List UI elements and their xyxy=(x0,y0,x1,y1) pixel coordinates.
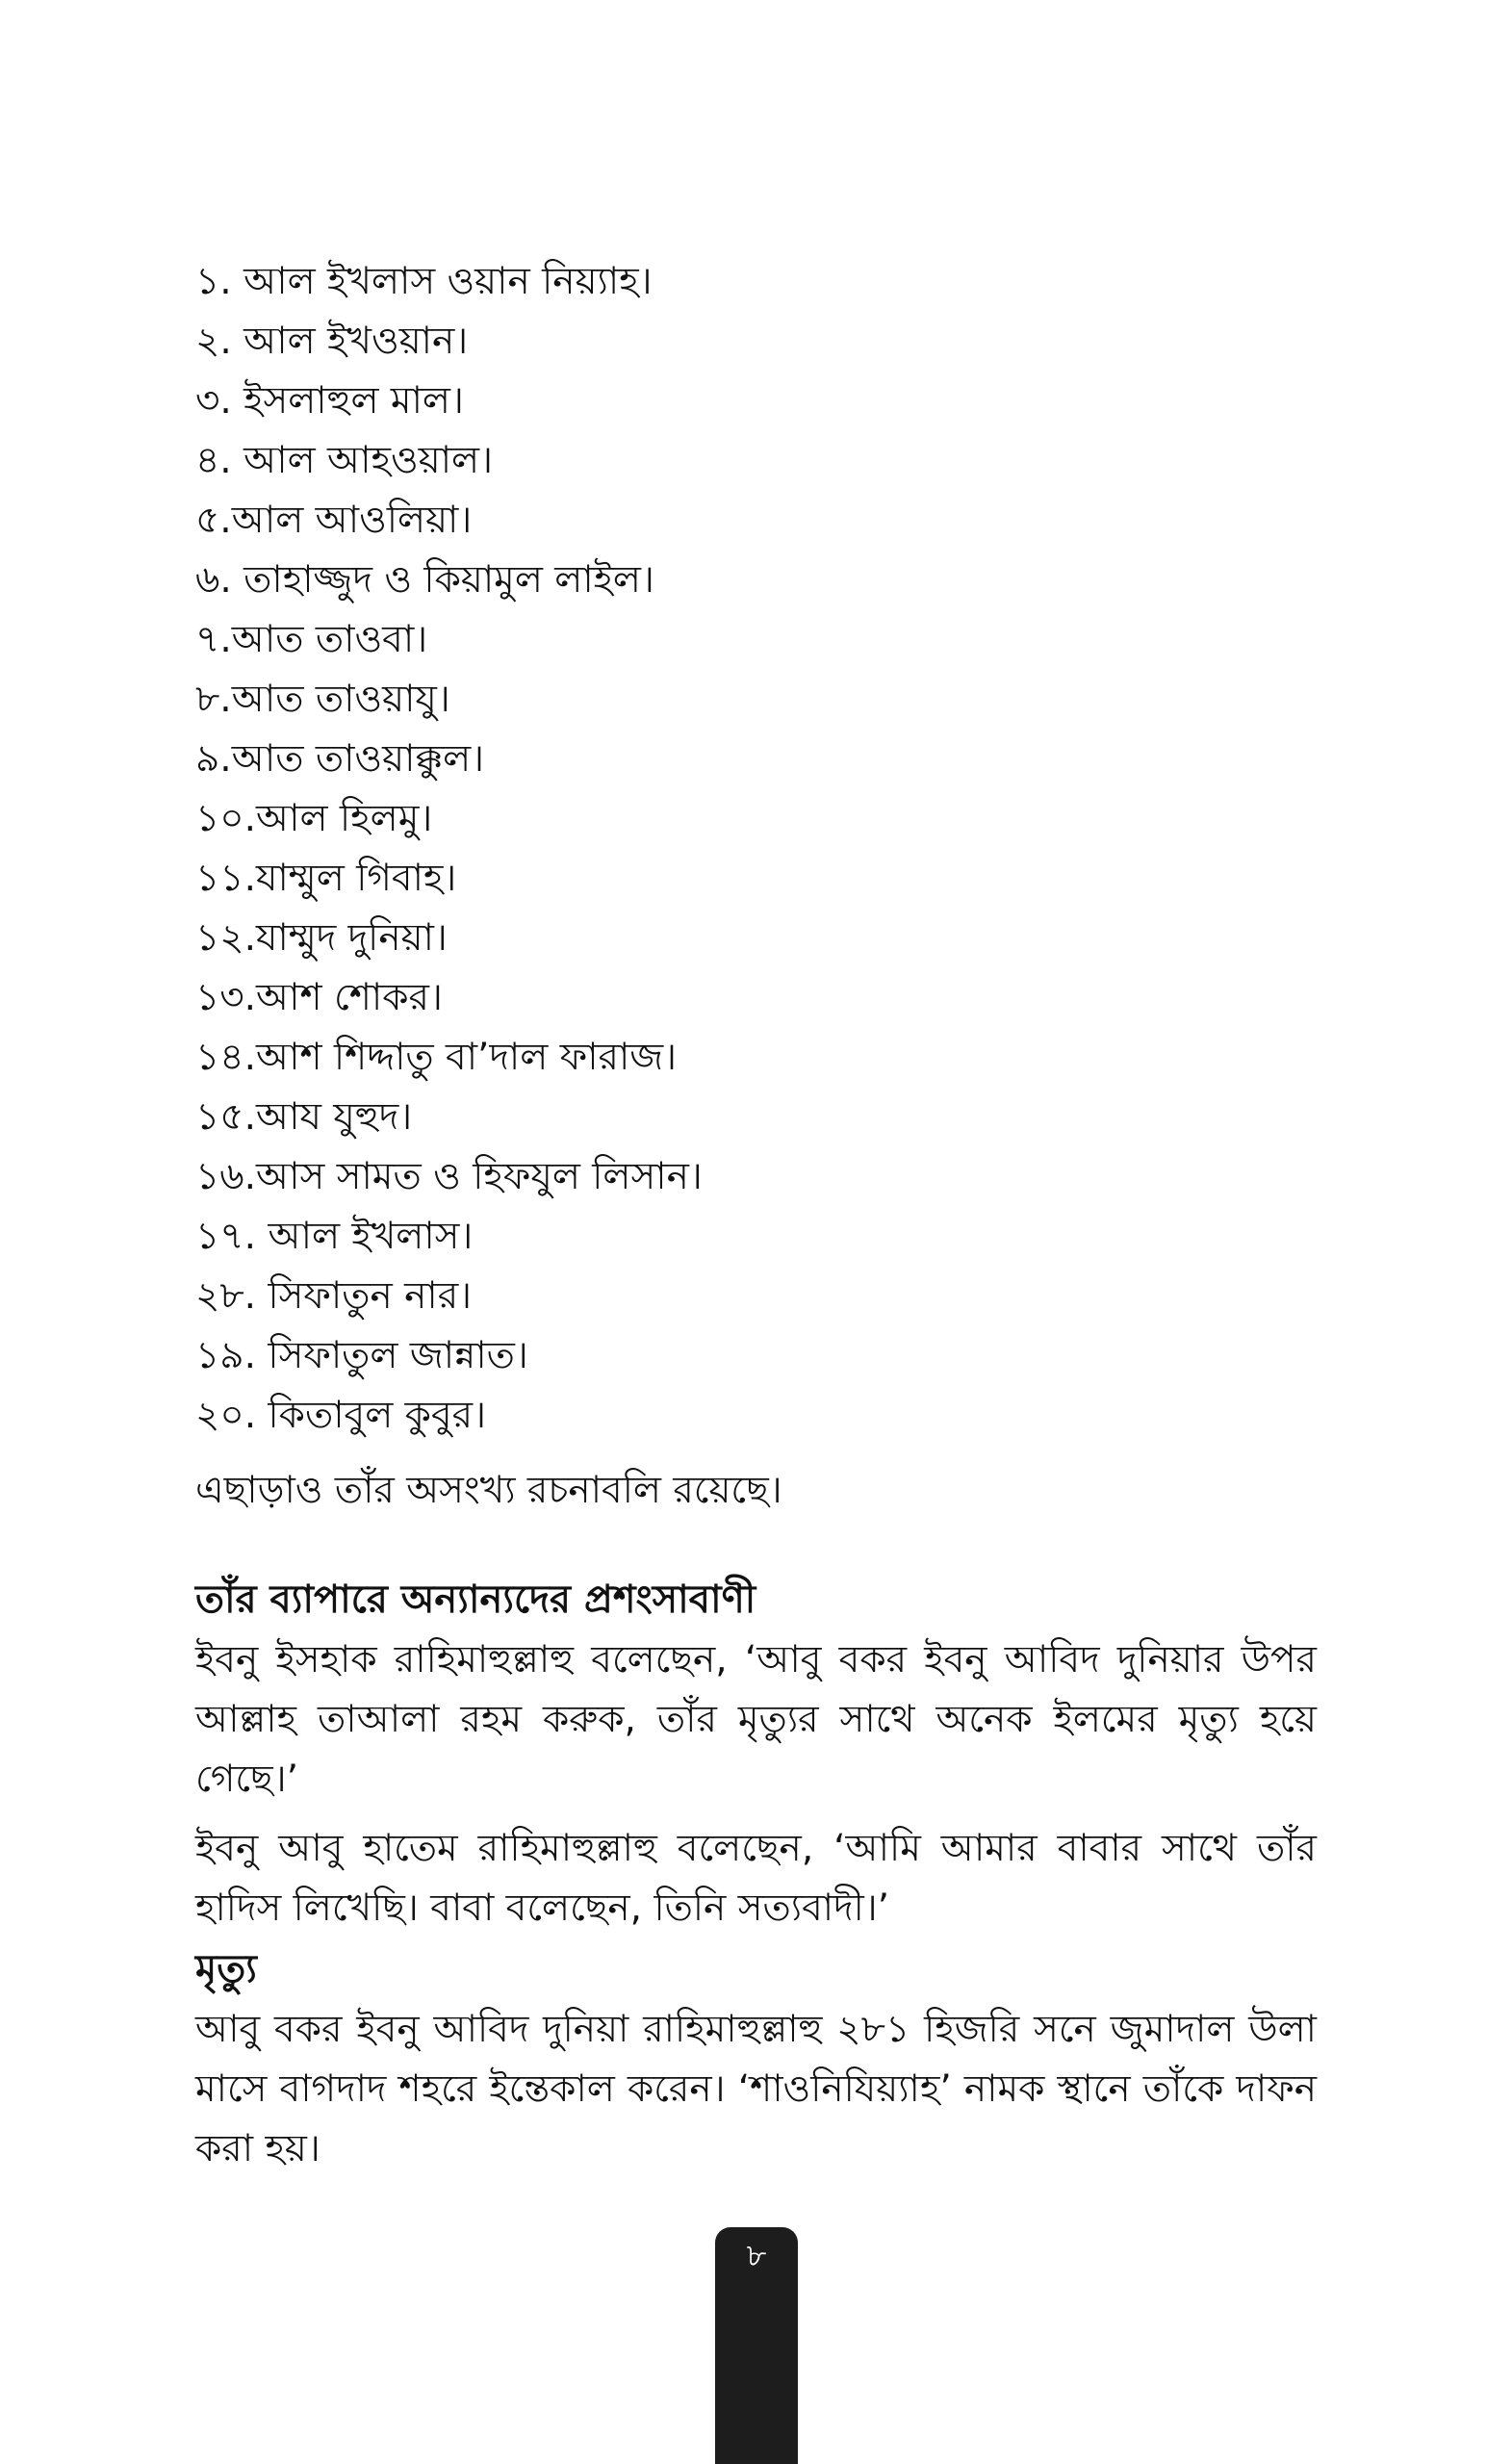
page-content xyxy=(195,252,1317,2179)
book-list-item: ৬. তাহাজ্জুদ ও কিয়ামুল লাইল। xyxy=(195,558,654,602)
page-number-tab xyxy=(715,2227,798,2464)
book-list-item: ৮.আত তাওয়াযু। xyxy=(195,678,450,721)
book-list-item: ১৪.আশ শিদ্দাতু বা’দাল ফারাজ। xyxy=(195,1036,678,1079)
book-list-item: ২০. কিতাবুল কুবুর। xyxy=(195,1394,487,1437)
praise-paragraph-2: ইবনু আবু হাতেম রাহিমাহুল্লাহু বলেছেন, ‘আমি আমার বাবার সাথে তাঁর হাদিস লিখেছি। বাবা বলেছেন, তিনি সত্যবাদী।’ xyxy=(195,1827,1317,1930)
book-list-item: ৪. আল আহওয়াল। xyxy=(195,439,494,482)
death-paragraph: আবু বকর ইবনু আবিদ দুনিয়া রাহিমাহুল্লাহু ২৮১ হিজরি সনে জুমাদাল উলা মাসে বাগদাদ শহরে ইন্তেকাল করেন। ‘শাওনিযিয়্যাহ’ নামক স্থানে তাঁকে দাফন করা হয়। xyxy=(195,2008,1317,2170)
book-list-item: ৭.আত তাওবা। xyxy=(195,618,428,661)
book-list-item: ১৫.আয যুহুদ। xyxy=(195,1095,413,1139)
book-list-item: ১৬.আস সামত ও হিফযুল লিসান। xyxy=(195,1155,703,1198)
book-list-item: ১৩.আশ শোকর। xyxy=(195,976,443,1019)
book-list-item: ৯.আত তাওয়াক্কুল। xyxy=(195,737,485,781)
book-list-item: ২৮. সিফাতুন নার। xyxy=(195,1274,473,1318)
book-list-item: ৩. ইসলাহুল মাল। xyxy=(195,379,464,423)
death-heading: মৃত্যু xyxy=(195,1947,257,1991)
page-number: ৮ xyxy=(746,2237,767,2273)
book-list-item: ১১.যাম্মুল গিবাহ। xyxy=(195,857,457,900)
book-list-item: ১. আল ইখলাস ওয়ান নিয়্যাহ। xyxy=(195,260,653,303)
book-list-item: ৫.আল আওলিয়া। xyxy=(195,499,473,542)
book-list-item: ১২.যাম্মুদ দুনিয়া। xyxy=(195,916,448,960)
book-list xyxy=(195,252,1317,1446)
closing-note: এছাড়াও তাঁর অসংখ্য রচনাবলি রয়েছে। xyxy=(195,1469,782,1512)
praise-heading: তাঁর ব্যাপারে অন্যান্যদের প্রশংসাবাণী xyxy=(195,1578,756,1622)
book-list-item: ১৯. সিফাতুল জান্নাত। xyxy=(195,1334,528,1377)
praise-paragraph-1: ইবনু ইসহাক রাহিমাহুল্লাহু বলেছেন, ‘আবু বকর ইবনু আবিদ দুনিয়ার উপর আল্লাহ তাআলা রহম করুক, তাঁর মৃত্যুর সাথে অনেক ইলমের মৃত্যু হয়ে গেছে।’ xyxy=(195,1638,1317,1801)
book-list-item: ১৭. আল ইখলাস। xyxy=(195,1215,474,1258)
book-list-item: ১০.আল হিলমু। xyxy=(195,797,433,840)
book-list-item: ২. আল ইখওয়ান। xyxy=(195,320,469,363)
